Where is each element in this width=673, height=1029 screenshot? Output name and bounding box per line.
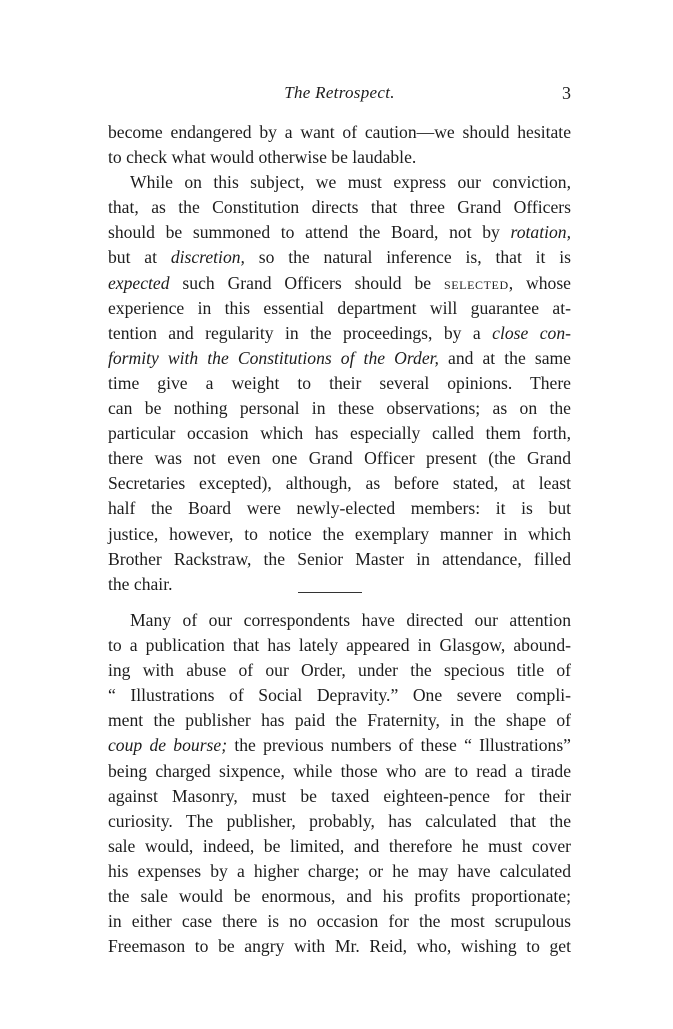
- text-run: time give a weight to their several opinions. There: [108, 372, 571, 393]
- text-line: [108, 547, 571, 572]
- text-line: [108, 934, 571, 959]
- text-line: [108, 496, 571, 521]
- text-run: to a publication that has lately appeared in Glasgow, abound-: [108, 635, 571, 656]
- text-line: [108, 859, 571, 884]
- text-line: [108, 884, 571, 909]
- text-line: [108, 708, 571, 733]
- text-line: [108, 321, 571, 346]
- text-line: [108, 446, 571, 471]
- text-run: tention and regularity in the proceedings, by a: [108, 322, 493, 343]
- text-line: [108, 120, 571, 145]
- text-run: should be summoned to attend the Board, not by: [108, 222, 511, 243]
- text-line: [108, 170, 571, 195]
- text-run: curiosity. The publisher, probably, has calculated that the: [108, 810, 571, 831]
- text-run: Secretaries excepted), although, as before stated, at least: [108, 473, 571, 494]
- text-run: to check what would otherwise be laudable.: [108, 147, 417, 168]
- text-run: become endangered by a want of caution—we should hesitate: [108, 122, 571, 142]
- text-line: [108, 784, 571, 809]
- text-line: [108, 145, 571, 170]
- text-line: [108, 346, 571, 371]
- text-run: half the Board were newly-elected members: it is but: [108, 498, 571, 519]
- text-run: Brother Rackstraw, the Senior Master in attendance, filled: [108, 548, 571, 569]
- text-run: While on this subject, we must express our conviction,: [130, 172, 571, 193]
- italic-text: coup de bourse;: [108, 735, 228, 756]
- text-line: [108, 220, 571, 245]
- text-line: [108, 733, 571, 758]
- small-caps-text: selected: [443, 272, 509, 293]
- text-run: but at: [108, 247, 171, 268]
- text-line: [108, 608, 571, 633]
- text-run: being charged sixpence, while those who are to read a tirade: [108, 760, 571, 781]
- text-run: there was not even one Grand Officer present (the Grand: [108, 448, 571, 469]
- text-run: in either case there is no occasion for the most scrupulous: [108, 911, 571, 932]
- italic-text: discretion,: [170, 247, 245, 268]
- text-run: can be nothing personal in these observations; as on the: [108, 398, 571, 419]
- text-line: [108, 572, 571, 597]
- text-run: particular occasion which has especially called them forth,: [108, 423, 571, 444]
- text-line: [108, 658, 571, 683]
- text-line: [108, 195, 571, 220]
- text-run: ment the publisher has paid the Fraternity, in the shape of: [108, 710, 571, 731]
- text-run: experience in this essential department will guarantee at-: [108, 297, 571, 318]
- text-run: that, as the Constitution directs that three Grand Officers: [108, 197, 571, 218]
- italic-text: formity with the Constitutions of the Order,: [108, 347, 439, 368]
- text-run: such Grand Officers should be: [169, 272, 444, 293]
- text-run: and at the same: [438, 347, 571, 368]
- text-run: , whose: [508, 272, 571, 293]
- text-run: Many of our correspondents have directed our attention: [130, 610, 571, 630]
- running-head: [108, 83, 571, 109]
- text-line: [108, 471, 571, 496]
- text-run: sale would, indeed, be limited, and therefore he must cover: [108, 835, 571, 856]
- text-run: so the natural inference is, that it is: [244, 247, 571, 268]
- page-number: 3: [562, 83, 571, 103]
- text-line: [108, 522, 571, 547]
- text-line: [108, 909, 571, 934]
- text-line: [108, 809, 571, 834]
- section-divider-rule: [298, 592, 362, 593]
- text-run: Freemason to be angry with Mr. Reid, who, wishing to get: [108, 936, 571, 957]
- text-run: against Masonry, must be taxed eighteen-pence for their: [108, 785, 571, 806]
- text-run: “ Illustrations of Social Depravity.” One severe compli-: [108, 685, 571, 706]
- text-line: [108, 371, 571, 396]
- text-run: his expenses by a higher charge; or he may have calculated: [108, 860, 571, 881]
- text-line: [108, 421, 571, 446]
- text-line: [108, 834, 571, 859]
- text-run: ing with abuse of our Order, under the specious title of: [108, 660, 571, 681]
- text-line: [108, 296, 571, 321]
- text-line: [108, 759, 571, 784]
- text-line: [108, 271, 571, 296]
- text-line: [108, 245, 571, 270]
- running-title: The Retrospect.: [284, 83, 395, 102]
- paragraph-block: [108, 120, 571, 597]
- text-line: [108, 396, 571, 421]
- italic-text: close con-: [492, 322, 571, 343]
- text-run: the sale would be enormous, and his profits proportionate;: [108, 886, 571, 907]
- paragraph-block: [108, 608, 571, 959]
- text-run: the chair.: [108, 573, 173, 594]
- text-line: [108, 683, 571, 708]
- italic-text: expected: [108, 272, 170, 293]
- text-line: [108, 633, 571, 658]
- text-run: the previous numbers of these “ Illustrations”: [227, 735, 571, 756]
- text-run: justice, however, to notice the exemplary manner in which: [108, 523, 571, 544]
- italic-text: rotation,: [510, 222, 571, 243]
